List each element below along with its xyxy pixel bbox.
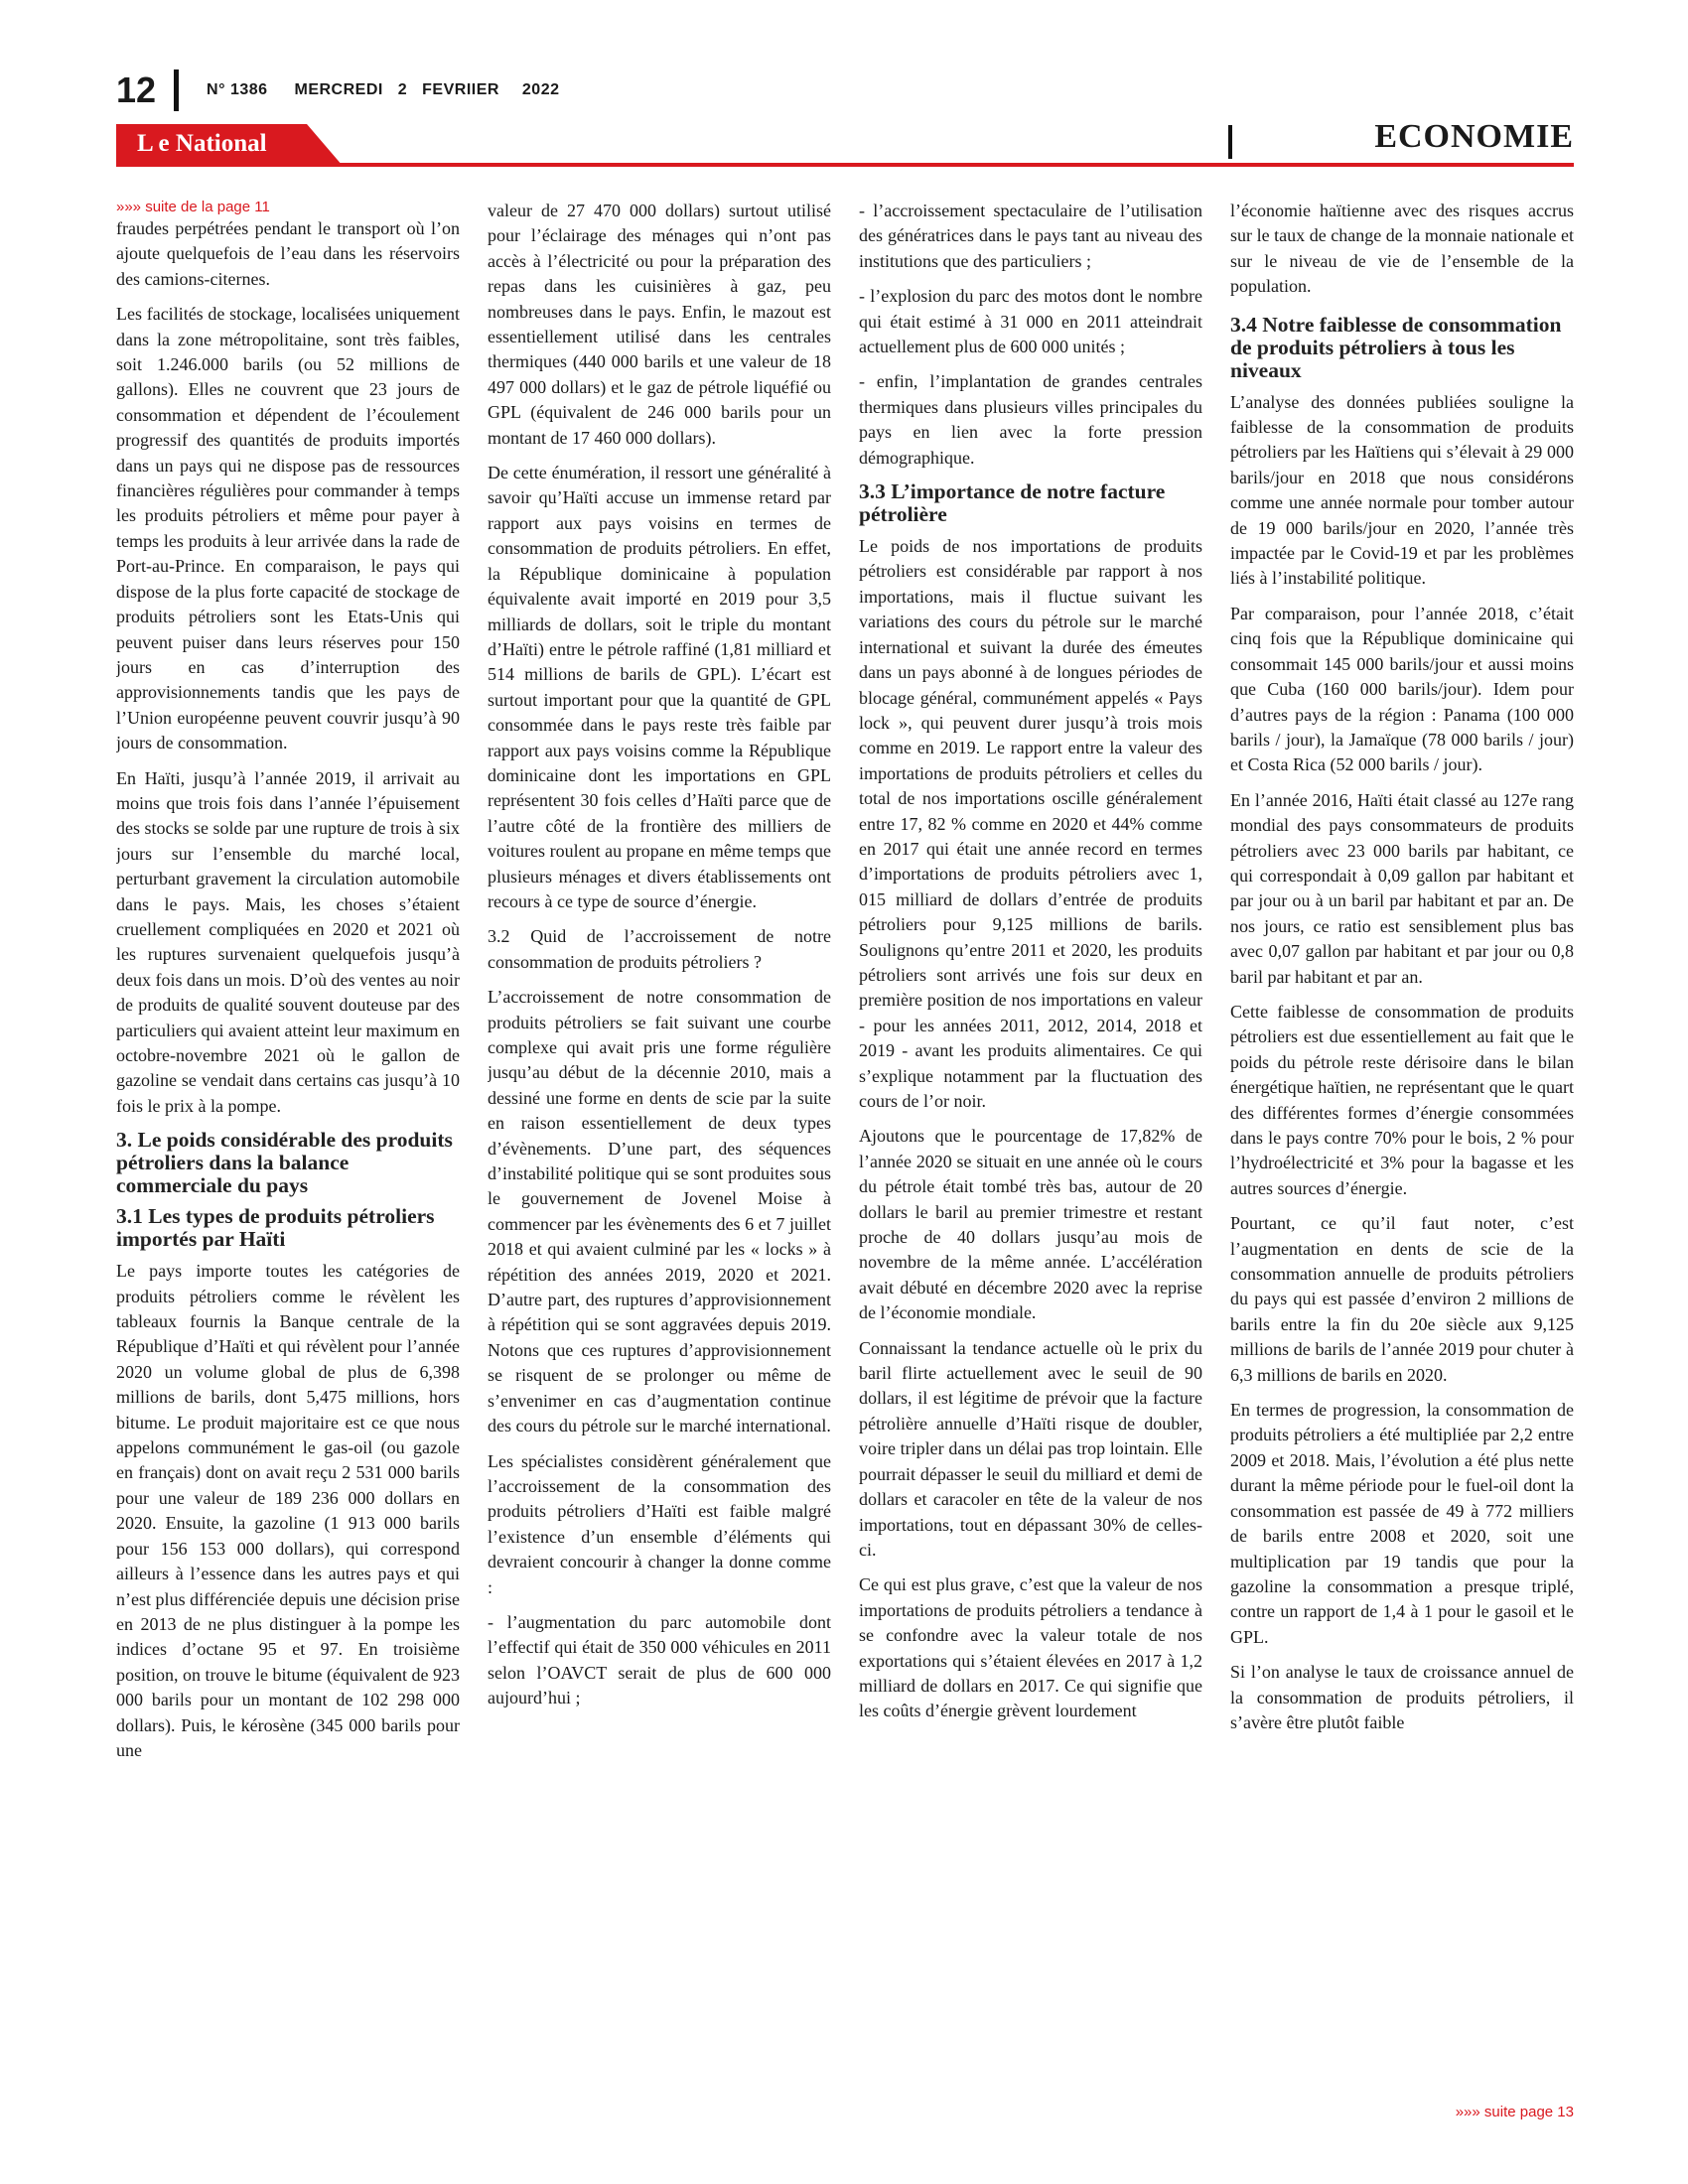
header-rule	[116, 163, 1574, 167]
date-year: 2022	[521, 81, 560, 98]
paragraph: L’accroissement de notre consommation de produits pétroliers se fait suivant une courbe complexe qui avait pris une forme régulière jusqu’au début de la décennie 2010, mais a dessiné une forme en dents de scie par la suite en raison essentiellement de deux types d’évènements. D’une part, des séquences d’instabilité politique qui se sont produites sous le gouvernement de Jovenel Moise à commencer par les évènements des 6 et 7 juillet 2018 et qui avaient culminé par les « locks » à répétition des années 2019, 2020 et 2021. D’autre part, des ruptures d’approvisionnement à répétition qui se sont aggravées depuis 2019. Notons que ces ruptures d’approvisionnement se risquent de se prolonger ou même de s’envenimer en cas d’augmentation continue des cours du pétrole sur le marché international.	[488, 987, 831, 1436]
paragraph: - enfin, l’implantation de grandes centrales thermiques dans plusieurs villes principales du pays en lien avec la forte pression démographique.	[859, 371, 1202, 468]
column-3	[859, 199, 1202, 2124]
paragraph: Les spécialistes considèrent généralement que l’accroissement de la consommation des produits pétroliers d’Haïti est faible malgré l’existence d’un ensemble d’éléments qui devraient concourir à changer la donne comme :	[488, 1450, 831, 1597]
section-title: ECONOMIE	[1374, 118, 1574, 155]
weekday: MERCREDI	[294, 81, 383, 98]
paragraph: - l’augmentation du parc automobile dont l’effectif qui était de 350 000 véhicules en 2011 selon l’OAVCT serait de plus de 600 000 aujourd’hui ;	[488, 1611, 831, 1708]
paragraph: En l’année 2016, Haïti était classé au 127e rang mondial des pays consommateurs de produits pétroliers avec 23 000 barils par habitant, ce qui correspondait à 0,09 gallon par habitant et par jour ou à un baril par habitant et par an. De nos jours, ce ratio est sensiblement plus bas avec 0,07 gallon par habitant et par jour ou 0,8 baril par habitant et par an.	[1230, 789, 1574, 987]
paragraph: 3.2 Quid de l’accroissement de notre consommation de produits pétroliers ?	[488, 926, 831, 972]
paragraph: Pourtant, ce qu’il faut noter, c’est l’augmentation en dents de scie de la consommation annuelle de produits pétroliers du pays qui est passée d’environ 2 millions de barils entre la fin du 20e siècle aux 9,125 millions de barils de l’année 2019 pour chuter à 6,3 millions de barils en 2020.	[1230, 1213, 1574, 1385]
paragraph: De cette énumération, il ressort une généralité à savoir qu’Haïti accuse un immense retard par rapport aux pays voisins en termes de consommation de produits pétroliers. En effet, la République dominicaine à population équivalente avait importé en 2019 pour 3,5 milliards de dollars, soit le triple du montant d’Haïti) entre le pétrole raffiné (1,81 milliard et 514 millions de barils de GPL). L’écart est surtout important pour que la quantité de GPL consommée dans le pays reste très faible par rapport aux pays voisins comme la République dominicaine dont les importations en GPL représentent 30 fois celles d’Haïti parce que de l’autre côté de la frontière des milliers de voitures roulent au propane en même temps que plusieurs ménages et divers établissements ont recours à ce type de source d’énergie.	[488, 463, 831, 911]
paragraph: Cette faiblesse de consommation de produits pétroliers est due essentiellement au fait que le poids du pétrole reste dérisoire dans le bilan énergétique haïtien, ne représentant que le quart des différentes formes d’énergie consommées dans le pays contre 70% pour le bois, 2 % pour l’hydroélectricité et 3% pour la bagasse et les autres sources d’énergie.	[1230, 1001, 1574, 1198]
paragraph: Les facilités de stockage, localisées uniquement dans la zone métropolitaine, sont très faibles, soit 1.246.000 barils (ou 52 millions de gallons). Elles ne couvrent que 23 jours de consommation et dépendent de l’écoulement progressif des quantités de produits importés dans un pays qui ne dispose pas de ressources financières régulières pour commander à temps les produits pétroliers et même pour payer à temps les produits à leur arrivée dans la rade de Port-au-Prince. En comparaison, le pays qui dispose de la plus forte capacité de stockage de produits pétroliers sont les Etats-Unis qui peuvent puiser dans leurs réserves pour 150 jours en cas d’interruption des approvisionnements tandis que les pays de l’Union européenne peuvent couvrir jusqu’à 90 jours de consommation.	[116, 304, 460, 753]
paragraph: Connaissant la tendance actuelle où le prix du baril flirte actuellement avec le seuil de 90 dollars, il est légitime de prévoir que la facture pétrolière annuelle d’Haïti risque de doubler, voire tripler dans un délai pas trop lointain. Elle pourrait dépasser le seuil du milliard et demi de dollars et caracoler en tête de la valeur de nos importations, tout en dépassant 30% de celles-ci.	[859, 1337, 1202, 1560]
paragraph: - l’accroissement spectaculaire de l’utilisation des génératrices dans le pays tant au niveau des institutions que des particuliers ;	[859, 201, 1202, 271]
date-month: FEVRIIER	[422, 81, 499, 98]
newspaper-logo: L e National	[137, 130, 267, 157]
paragraph: Si l’on analyse le taux de croissance annuel de la consommation de produits pétroliers, il s’avère être plutôt faible	[1230, 1662, 1574, 1732]
page-number: 12	[116, 69, 157, 110]
paragraph: valeur de 27 470 000 dollars) surtout utilisé pour l’éclairage des ménages qui n’ont pas accès à l’électricité ou pour la préparation des repas dans les cuisinières à gaz, peu nombreuses dans le pays. Enfin, le mazout est essentiellement utilisé dans les centrales thermiques (440 000 barils et une valeur de 18 497 000 dollars) et le gaz de pétrole liquéfié ou GPL (équivalent de 246 000 barils pour un montant de 17 460 000 dollars).	[488, 201, 831, 448]
paragraph: Ajoutons que le pourcentage de 17,82% de l’année 2020 se situait en une année où le cours du pétrole était tombé très bas, autour de 20 dollars le baril au premier trimestre et restant proche de 40 dollars jusqu’au mois de novembre de la même année. L’accélération avait débuté en décembre 2020 avec la reprise de l’économie mondiale.	[859, 1126, 1202, 1323]
date-day: 2	[397, 81, 408, 98]
column-4	[1230, 199, 1574, 2124]
paragraph: En termes de progression, la consommation de produits pétroliers a été multipliée par 2,2 entre 2009 et 2018. Mais, l’évolution a été plus nette durant la même période pour le fuel-oil dont la consommation est passée de 49 à 772 milliers de barils entre 2008 et 2020, soit une multiplication par 19 tandis que pour la gazoline la consommation a presque triplé, contre un rapport de 1,4 à 1 pour le gasoil et le GPL.	[1230, 1400, 1574, 1647]
column-1	[116, 199, 460, 2124]
continued-to-link[interactable]: »»» suite page 13	[1455, 2104, 1574, 2120]
paragraph: - l’explosion du parc des motos dont le nombre qui était estimé à 31 000 en 2011 atteindrait actuellement plus de 600 000 unités ;	[859, 286, 1202, 357]
article-body	[116, 199, 1574, 2124]
paragraph: Par comparaison, pour l’année 2018, c’était cinq fois que la République dominicaine qui consommait 145 000 barils/jour et aussi moins que Cuba (160 000 barils/jour). Idem pour d’autres pays de la région : Panama (100 000 barils / jour), la Jamaïque (78 000 barils / jour) et Costa Rica (52 000 barils / jour).	[1230, 603, 1574, 775]
paragraph: Le poids de nos importations de produits pétroliers est considérable par rapport à nos importations, mais il fluctue suivant les variations des cours du pétrole sur le marché international et suivant la durée des émeutes dans un pays abonné à de longues périodes de blocage général, communément appelés « Pays lock », qui peuvent durer jusqu’à trois mois comme en 2019. Le rapport entre la valeur des importations de produits pétroliers et celles du total de nos importations oscille généralement entre 17, 82 % comme en 2020 et 44% comme en 2017 qui était une année record en termes d’importations de produits pétroliers avec 1, 015 milliard de dollars d’entrée de produits pétroliers pour 9,125 millions de barils. Soulignons qu’entre 2011 et 2020, les produits pétroliers sont arrivés une fois sur deux en première position de nos importations en valeur - pour les années 2011, 2012, 2014, 2018 et 2019 - avant les produits alimentaires. Ce qui s’explique notamment par la fluctuation des cours de l’or noir.	[859, 536, 1202, 1111]
subsection-heading: 3.3 L’importance de notre facture pétrolière	[859, 479, 1166, 527]
paragraph: Le pays importe toutes les catégories de produits pétroliers comme le révèlent les tableaux fournis la Banque centrale de la République d’Haïti et qui révèlent pour l’année 2020 un volume global de plus de 6,398 millions de barils, dont 5,475 millions, hors bitume. Le produit majoritaire est ce que nous appelons communément le gas-oil (ou gazole en français) dont on avait reçu 2 531 000 barils pour une valeur de 189 236 000 dollars en 2020. Ensuite, la gazoline (1 913 000 barils pour 156 153 000 dollars), qui correspond ailleurs à l’essence dans les autres pays et qui n’est plus différenciée depuis une décision prise en 2013 de ne plus distinguer à la pompe les indices d’octane 95 et 97. En troisième position, on trouve le bitume (équivalent de 923 000 barils pour un montant de 102 298 000 dollars). Puis, le kérosène (345 000 barils pour une	[116, 1261, 460, 1760]
divider	[174, 69, 179, 111]
continued-from-link[interactable]: »»» suite de la page 11	[116, 199, 270, 215]
rubric-divider	[1228, 125, 1232, 159]
paragraph: fraudes perpétrées pendant le transport où l’on ajoute quelquefois de l’eau dans les réservoirs des camions-citernes.	[116, 218, 460, 289]
subsection-heading: 3.4 Notre faiblesse de consommation de produits pétroliers à tous les niveaux	[1230, 312, 1562, 382]
paragraph: En Haïti, jusqu’à l’année 2019, il arrivait au moins que trois fois dans l’année l’épuisement des stocks se solde par une rupture de trois à six jours sur l’ensemble du marché local, perturbant gravement la circulation automobile dans le pays. Mais, les choses s’étaient cruellement compliquées en 2020 et 2021 où les ruptures survenaient quelquefois jusqu’à deux fois dans un mois. D’où des ventes au noir de produits de qualité souvent douteuse par des particuliers qui avaient atteint leur maximum en octobre-novembre 2021 où le gallon de gazoline se vendait dans certains cas jusqu’à 10 fois le prix à la pompe.	[116, 767, 460, 1116]
paragraph: Ce qui est plus grave, c’est que la valeur de nos importations de produits pétroliers a tendance à se confondre avec la valeur totale de nos exportations qui s’étaient élevées en 2017 à 1,2 milliard de dollars en 2017. Ce qui signifie que les coûts d’énergie grèvent lourdement	[859, 1574, 1202, 1721]
paragraph: l’économie haïtienne avec des risques accrus sur le taux de change de la monnaie nationale et sur le niveau de vie de l’ensemble de la population.	[1230, 201, 1574, 297]
masthead-line	[116, 66, 582, 115]
column-2	[488, 199, 831, 2124]
subsection-heading: 3.1 Les types de produits pétroliers importés par Haïti	[116, 1204, 435, 1252]
section-heading: 3. Le poids considérable des produits pétroliers dans la balance commerciale du pays	[116, 1128, 453, 1198]
issue-date	[207, 81, 581, 99]
issue-number: N° 1386	[207, 81, 268, 98]
paragraph: L’analyse des données publiées souligne la faiblesse de la consommation de produits pétroliers par les Haïtiens qui s’élevait à 29 000 barils/jour en 2018 que nous considérons comme une année normale pour tomber autour de 19 000 barils/jour en 2020, l’année très impactée par le Covid-19 et par les problèmes liés à l’instabilité politique.	[1230, 391, 1574, 589]
